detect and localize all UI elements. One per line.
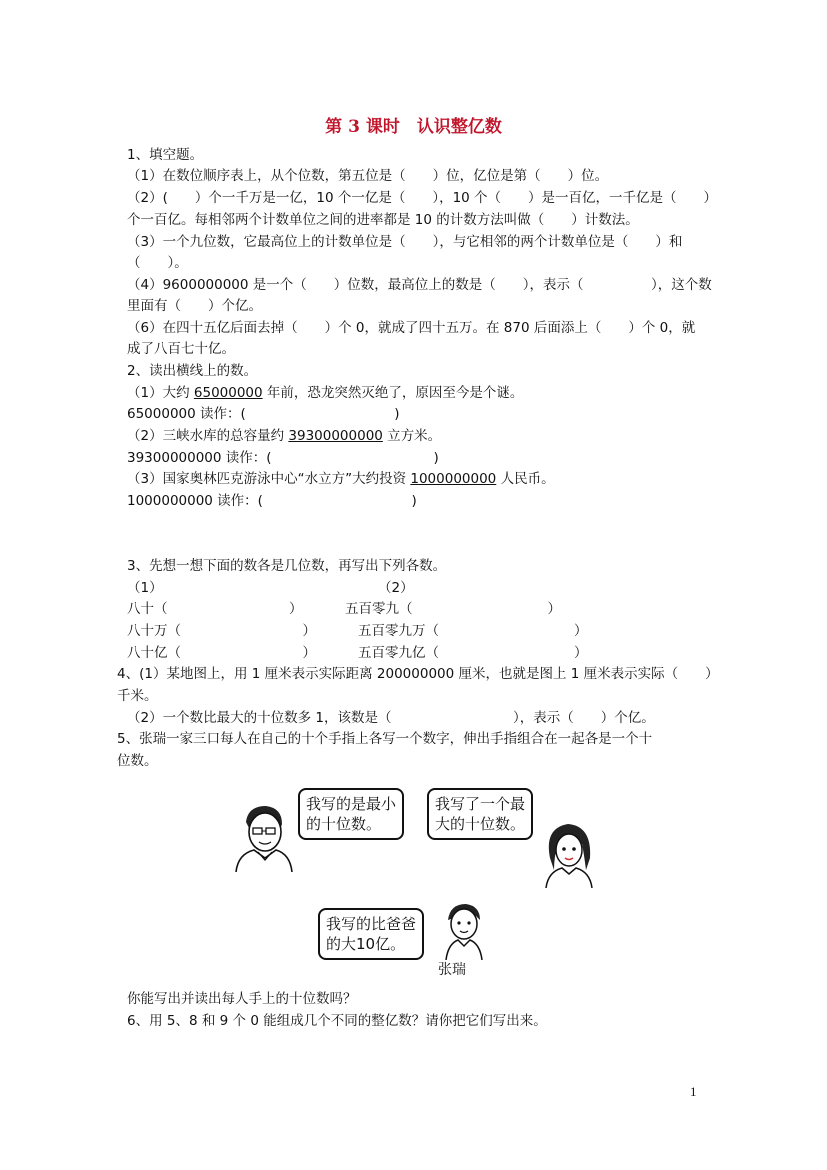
- father-figure: [228, 800, 298, 872]
- q2-item: [127, 384, 523, 402]
- q1-line: （3）一个九位数，它最高位上的计数单位是（ ），与它相邻的两个计数单位是（ ）和: [127, 234, 683, 250]
- q5-question: 你能写出并读出每人手上的十位数吗？: [127, 991, 357, 1007]
- q2-text: 立方米。: [382, 428, 442, 444]
- q3-col-label: （1）: [127, 580, 163, 596]
- zhangrui-figure: [440, 900, 488, 960]
- page-title: 第 3 课时 认识整亿数: [325, 117, 502, 137]
- q2-answer: 39300000000 读作：( ): [127, 450, 439, 466]
- q3-item: 五百零九万（ ）: [358, 623, 588, 639]
- q1-line: （4）9600000000 是一个（ ）位数，最高位上的数是（ ），表示（ ），这个数: [127, 277, 712, 293]
- q3-item: 五百零九亿（ ）: [358, 645, 588, 661]
- q2-text: 年前，恐龙突然灭绝了，原因至今是个谜。: [262, 385, 524, 401]
- q1-line: 个一百亿。每相邻两个计数单位之间的进率都是 10 的计数方法叫做（ ）计数法。: [127, 212, 639, 228]
- q1-line: （2）( ）个一千万是一亿，10 个一亿是（ ），10 个（ ）是一百亿，一千亿是（ ）: [127, 190, 718, 206]
- page-number: 1: [690, 1084, 697, 1099]
- q2-item: [127, 470, 555, 488]
- mother-figure: [536, 818, 602, 888]
- q2-underlined-number: 1000000000: [410, 471, 497, 487]
- q3-item: 五百零九（ ）: [345, 601, 561, 617]
- q1-line: （1）在数位顺序表上，从个位数，第五位是（ ）位，亿位是第（ ）位。: [127, 168, 609, 184]
- q2-text: （2）三峡水库的总容量约: [127, 428, 289, 444]
- q4-line: 千米。: [117, 688, 158, 704]
- speech-bubble-father: 我写的是最小 的十位数。: [298, 788, 404, 840]
- speech-bubble-mother: 我写了一个最 大的十位数。: [427, 788, 533, 840]
- q2-text: （1）大约: [127, 385, 194, 401]
- q6-line: 6、用 5、8 和 9 个 0 能组成几个不同的整亿数？请你把它们写出来。: [127, 1013, 547, 1029]
- q1-heading: 1、填空题。: [127, 147, 204, 163]
- q2-answer: 65000000 读作：( ): [127, 406, 400, 422]
- q3-heading: 3、先想一想下面的数各是几位数，再写出下列各数。: [127, 558, 447, 574]
- q3-item: 八十（ ）: [127, 601, 303, 617]
- q2-text: 人民币。: [496, 471, 555, 487]
- zhangrui-name-label: 张瑞: [438, 962, 466, 978]
- q1-line: （6）在四十五亿后面去掉（ ）个 0，就成了四十五万。在 870 后面添上（ ）个 0，就: [127, 320, 696, 336]
- q3-item: 八十亿（ ）: [127, 645, 316, 661]
- speech-bubble-zhangrui: 我写的比爸爸 的大10亿。: [318, 908, 424, 960]
- q1-line: 里面有（ ）个亿。: [127, 298, 262, 314]
- q2-answer: 1000000000 读作：( ): [127, 493, 417, 509]
- q2-item: [127, 427, 441, 445]
- q4-line: （2）一个数比最大的十位数多 1，该数是（ ），表示（ ）个亿。: [127, 710, 655, 726]
- q1-line: （ ）。: [127, 255, 188, 271]
- q5-line: 位数。: [117, 753, 158, 769]
- q2-underlined-number: 65000000: [193, 385, 263, 401]
- q2-heading: 2、读出横线上的数。: [127, 363, 258, 379]
- q3-col-label: （2）: [378, 580, 414, 596]
- q4-line: 4、(1）某地图上，用 1 厘米表示实际距离 200000000 厘米，也就是图上 1 厘米表示实际（ ）: [117, 666, 719, 682]
- q1-line: 成了八百七十亿。: [127, 341, 235, 357]
- q5-line: 5、张瑞一家三口每人在自己的十个手指上各写一个数字，伸出手指组合在一起各是一个十: [117, 731, 653, 747]
- q2-text: （3）国家奥林匹克游泳中心“水立方”大约投资: [127, 471, 411, 487]
- q2-underlined-number: 39300000000: [288, 428, 383, 444]
- q3-item: 八十万（ ）: [127, 623, 316, 639]
